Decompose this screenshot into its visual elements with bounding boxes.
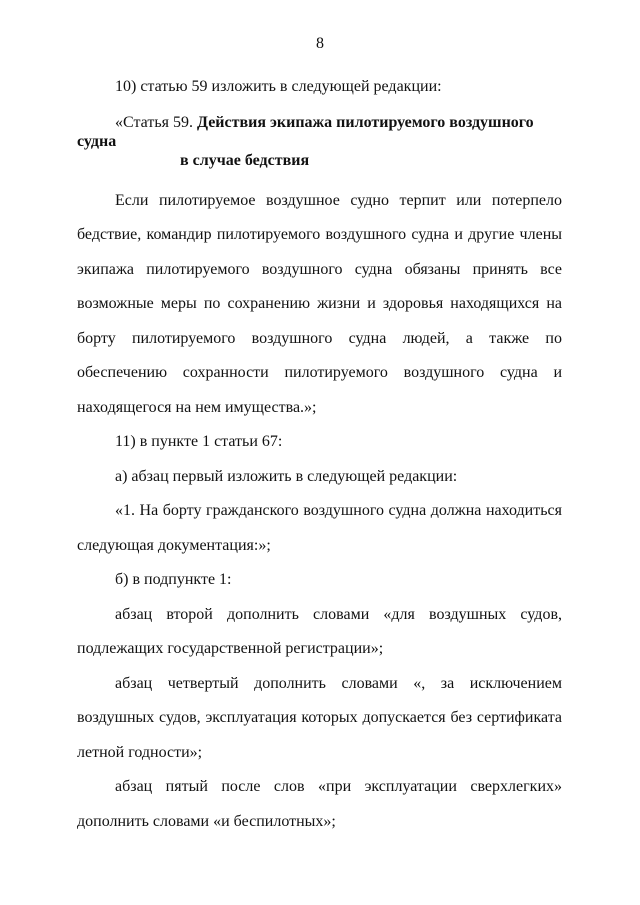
paragraph-subitem-a: а) абзац первый изложить в следующей редакции: <box>115 467 458 485</box>
article-heading-title-line2: в случае бедствия <box>180 151 310 169</box>
paragraph-abzac-5: абзац пятый после слов «при эксплуатации сверхлегких» дополнить словами «и беспилотных»; <box>77 778 562 830</box>
article-heading-title-line1: Действия экипажа пилотируемого воздушного судна <box>77 113 534 150</box>
article-heading-prefix: «Статья 59. <box>115 113 197 131</box>
document-body <box>77 70 562 839</box>
paragraph-abzac-4: абзац четвертый дополнить словами «, за исключением воздушных судов, эксплуатация которых допускается без сертификата летной годности»; <box>77 674 562 761</box>
page-number: 8 <box>316 35 324 52</box>
paragraph-item-11: 11) в пункте 1 статьи 67: <box>115 433 283 450</box>
paragraph-documentation: «1. На борту гражданского воздушного судна должна находиться следующая документация:»; <box>77 502 562 554</box>
paragraph-subitem-b: б) в подпункте 1: <box>115 571 232 588</box>
paragraph-item-10: 10) статью 59 изложить в следующей редакции: <box>115 78 442 95</box>
paragraph-abzac-2: абзац второй дополнить словами «для воздушных судов, подлежащих государственной регистрации»; <box>77 605 562 657</box>
article-heading <box>77 113 562 170</box>
article-59-text: Если пилотируемое воздушное судно терпит или потерпело бедствие, командир пилотируемого воздушного судна и другие члены экипажа пилотируемого воздушного судна обязаны принять все возможные меры по сохранению жизни и здоровья находящихся на борту пилотируемого воздушного судна людей, а также по обеспечению сохранности пилотируемого воздушного судна и находящегося на нем имущества.»; <box>77 191 562 416</box>
